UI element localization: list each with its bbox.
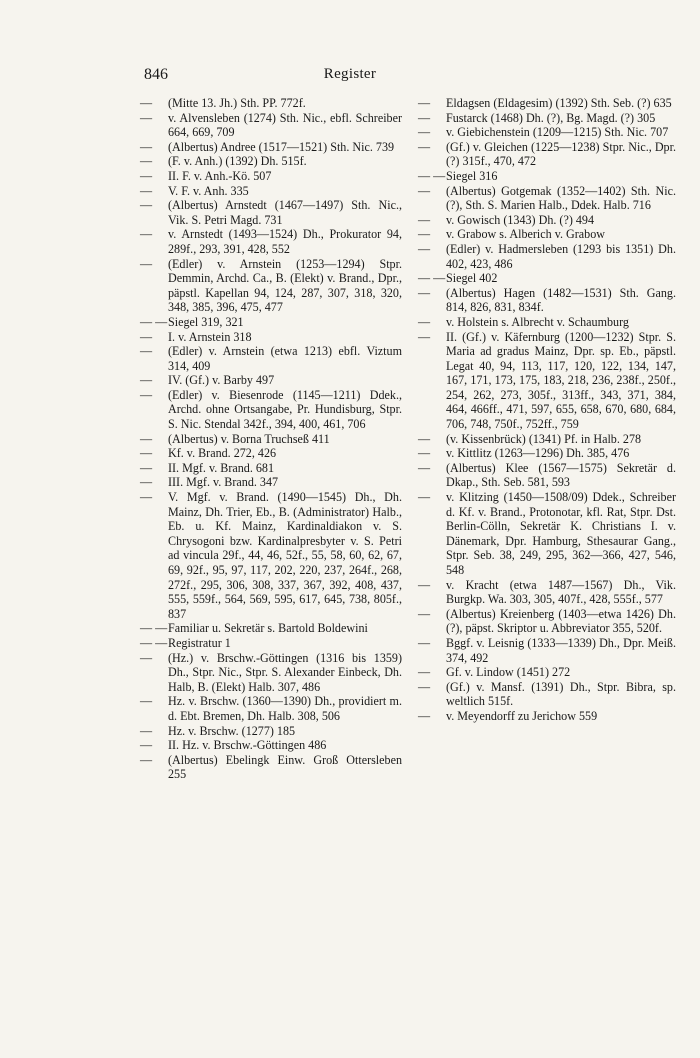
index-entry [418,607,676,636]
index-entry [140,330,402,345]
entry-dash: — [140,96,153,110]
entry-dash: — [418,110,431,125]
entry-dash: — [418,125,431,140]
index-entry [418,665,676,680]
entry-text: Siegel 319, 321 [168,314,244,329]
index-entry [140,184,402,199]
index-entry [418,709,676,724]
entry-text: v. Gowisch (1343) Dh. (?) 494 [446,212,595,227]
entry-text: II. Hz. v. Brschw.-Göttingen 486 [168,738,327,753]
entry-text: II. Mgf. v. Brand. 681 [168,460,275,475]
entry-text: (Edler) v. Biesenrode (1145—1211) Ddek., Archd. ohne Ortsangabe, Pr. Hundisburg, Stpr. S. Nic. Stendal 342f., 394, 400, 461, 706 [168,387,402,432]
entry-text: (Edler) v. Hadmersleben (1293 bis 1351) Dh. 402, 423, 486 [446,241,676,271]
index-entry [140,446,402,461]
entry-text: Hz. v. Brschw. (1360—1390) Dh., providiert m. d. Ebt. Bremen, Dh. Halb. 308, 506 [168,694,402,723]
entry-dash: — [418,708,431,723]
entry-dash: — [140,344,153,359]
entry-dash: — [140,738,153,753]
entry-text: v. Holstein s. Albrecht v. Schaumburg [446,314,629,329]
index-entry [140,227,402,256]
entry-dash: — [140,168,153,183]
entry-dash: — [140,694,153,709]
index-entry [418,315,676,330]
entry-dash: — [140,460,153,475]
entry-text: V. Mgf. v. Brand. (1490—1545) Dh., Dh. Mainz, Dh. Trier, Eb., B. (Administrator) Halb., Eb. u. Kf. Mainz, Kardinaldiakon v. S. Chrysogoni bzw. Kardinalpresbyter v. S. Petri ad vincula 29f., 44, 46, 52f., 55, 58, 60, 62, 67, 69, 92f., 95, 97, 117, 202, 220, 237, 264f., 268, 272f., 295, 306, 308, 337, 367, 392, 408, 437, 555, 559f., 564, 569, 595, 617, 645, 738, 805f., 837 [168,490,402,621]
entry-dash: — [418,446,431,461]
index-entry [140,651,402,695]
entry-dash: — [140,723,153,738]
index-entry [418,490,676,578]
index-entry [140,169,402,184]
index-entry [418,111,676,126]
entry-dash: — [140,752,153,767]
entry-dash: — [140,110,153,125]
entry-text: III. Mgf. v. Brand. 347 [168,475,279,490]
index-entry [418,432,676,447]
index-entry [140,636,402,651]
entry-text: (Albertus) Klee (1567—1575) Sekretär d. Dkap., Sth. Seb. 581, 593 [446,460,676,490]
index-entry [140,154,402,169]
entry-dash: — [418,431,431,446]
entry-dash: — [418,241,431,256]
entry-dash: — [418,460,431,475]
index-entry [418,184,676,213]
index-entry [418,242,676,271]
index-entry [418,227,676,242]
entry-dash: — — [418,168,446,183]
entry-text: (Hz.) v. Brschw.-Göttingen (1316 bis 1359) Dh., Stpr. Nic., Stpr. S. Alexander Einbeck, Dh. Halb, B. (Elekt) Halb. 307, 486 [168,650,402,694]
entry-dash: — [140,446,153,461]
entry-text: Registratur 1 [168,635,231,650]
entry-text: Siegel 402 [446,271,498,286]
entry-dash: — [418,139,431,154]
index-entry [418,680,676,709]
entry-dash: — [140,373,153,388]
index-entry [418,271,676,286]
entry-text: (Gf.) v. Mansf. (1391) Dh., Stpr. Bibra, sp. weltlich 515f. [446,679,676,709]
entry-text: (Albertus) Arnstedt (1467—1497) Sth. Nic., Vik. S. Petri Magd. 731 [168,198,402,227]
index-entry [140,724,402,739]
entry-dash: — [418,665,431,680]
entry-text: (Edler) v. Arnstein (etwa 1213) ebfl. Viztum 314, 409 [168,344,402,373]
index-entry [140,388,402,432]
index-entry [418,213,676,228]
entry-text: v. Meyendorff zu Jerichow 559 [446,708,598,723]
index-entry [418,96,676,111]
entry-dash: — [140,387,153,402]
entry-dash: — [418,329,431,344]
entry-dash: — [140,475,153,490]
index-entry [140,373,402,388]
index-entry [418,286,676,315]
entry-text: (Albertus) Ebelingk Einw. Groß Ottersleben 255 [168,752,402,782]
index-entry [140,753,402,782]
entry-dash: — — [140,635,168,650]
index-entry [140,257,402,315]
entry-text: (Albertus) v. Borna Truchseß 411 [168,431,330,446]
index-entry [140,738,402,753]
entry-dash: — [140,490,153,505]
entry-text: (Albertus) Gotgemak (1352—1402) Sth. Nic. (?), Sth. S. Marien Halb., Ddek. Halb. 716 [446,183,676,213]
left-column [140,96,402,782]
entry-text: II. (Gf.) v. Käfernburg (1200—1232) Stpr. S. Maria ad gradus Mainz, Dpr. sp. Eb., päpstl. Legat 40, 94, 113, 117, 120, 122, 134, 147, 167, 171, 173, 175, 183, 218, 236, 238f., 250f., 254, 262, 273, 305f., 313ff., 343, 371, 384, 464, 466ff., 471, 597, 655, 658, 670, 680, 684, 706, 748, 750f., 752ff., 759 [446,329,676,432]
entry-text: Gf. v. Lindow (1451) 272 [446,665,571,680]
index-entry [418,169,676,184]
index-entry [140,490,402,621]
index-entry [140,198,402,227]
index-entry [140,344,402,373]
index-entry [140,432,402,447]
entry-dash: — [140,431,153,446]
entry-text: V. F. v. Anh. 335 [168,183,249,198]
entry-dash: — [418,577,431,592]
entry-dash: — — [140,621,168,636]
entry-dash: — [418,183,431,198]
entry-dash: — [140,154,153,169]
index-entry [140,694,402,723]
index-entry [418,636,676,665]
index-entry [418,461,676,490]
index-entry [418,330,676,432]
entry-dash: — [140,650,153,665]
entry-dash: — [140,227,153,242]
index-entry [418,446,676,461]
entry-dash: — — [418,271,446,286]
entry-text: Bggf. v. Leisnig (1333—1339) Dh., Dpr. Meiß. 374, 492 [446,635,676,665]
entry-dash: — [418,490,431,505]
entry-text: (v. Kissenbrück) (1341) Pf. in Halb. 278 [446,431,642,446]
entry-dash: — [140,183,153,198]
index-entry [140,315,402,330]
entry-text: I. v. Arnstein 318 [168,329,252,344]
entry-dash: — [140,198,153,213]
entry-dash: — [140,256,153,271]
entry-dash: — [418,606,431,621]
entry-text: Hz. v. Brschw. (1277) 185 [168,723,296,738]
entry-dash: — [418,285,431,300]
entry-text: v. Klitzing (1450—1508/09) Ddek., Schreiber d. Kf. v. Brand., Protonotar, kfl. Rat, Stpr. Dst. Berlin-Cölln, Sekretär K. Christians I. v. Dänemark, Dpr. Hamburg, Sthesaurar Gang., Stpr. Seb. 38, 249, 295, 362—366, 427, 546, 548 [446,490,676,577]
index-entry [140,475,402,490]
entry-dash: — [418,314,431,329]
index-entry [418,125,676,140]
entry-text: Familiar u. Sekretär s. Bartold Boldewini [168,621,368,636]
entry-text: (Albertus) Hagen (1482—1531) Sth. Gang. 814, 826, 831, 834f. [446,285,676,315]
entry-text: Fustarck (1468) Dh. (?), Bg. Magd. (?) 305 [446,110,656,125]
entry-text: II. F. v. Anh.-Kö. 507 [168,168,272,183]
entry-dash: — — [140,314,168,329]
entry-text: IV. (Gf.) v. Barby 497 [168,373,275,388]
entry-text: v. Arnstedt (1493—1524) Dh., Prokurator 94, 289f., 293, 391, 428, 552 [168,227,402,256]
entry-dash: — [418,227,431,242]
entry-text: (Albertus) Andree (1517—1521) Sth. Nic. 739 [168,139,395,154]
running-title: Register [323,66,377,82]
index-entry [140,96,402,111]
index-entry [418,140,676,169]
entry-text: v. Kracht (etwa 1487—1567) Dh., Vik. Burgkp. Wa. 303, 305, 407f., 428, 555f., 577 [446,577,676,607]
index-entry [140,621,402,636]
index-entry [418,578,676,607]
entry-text: Eldagsen (Eldagesim) (1392) Sth. Seb. (?) 635 [446,96,672,110]
entry-dash: — [418,212,431,227]
entry-dash: — [418,679,431,694]
entry-dash: — [418,635,431,650]
index-entry [140,140,402,155]
entry-text: v. Kittlitz (1263—1296) Dh. 385, 476 [446,446,630,461]
entry-dash: — [140,329,153,344]
entry-text: (Albertus) Kreienberg (1403—etwa 1426) Dh. (?), päpst. Skriptor u. Abbreviator 355, 520f. [446,606,676,636]
index-entry [140,461,402,476]
page-number: 846 [144,66,168,83]
right-column [418,96,676,724]
entry-dash: — [418,96,431,110]
index-entry [140,111,402,140]
entry-text: v. Giebichenstein (1209—1215) Sth. Nic. 707 [446,125,669,140]
entry-text: v. Grabow s. Alberich v. Grabow [446,227,605,242]
entry-text: (Edler) v. Arnstein (1253—1294) Stpr. Demmin, Archd. Ca., B. (Elekt) v. Brand., Dpr., päpstl. Kapellan 94, 124, 287, 307, 318, 320, 348, 385, 396, 475, 477 [168,256,402,315]
entry-text: Kf. v. Brand. 272, 426 [168,446,277,461]
entry-dash: — [140,139,153,154]
entry-text: (Gf.) v. Gleichen (1225—1238) Stpr. Nic., Dpr. (?) 315f., 470, 472 [446,139,676,169]
entry-text: (F. v. Anh.) (1392) Dh. 515f. [168,154,307,169]
entry-text: v. Alvensleben (1274) Sth. Nic., ebfl. Schreiber 664, 669, 709 [168,110,402,140]
entry-text: Siegel 316 [446,168,498,183]
entry-text: (Mitte 13. Jh.) Sth. PP. 772f. [168,96,306,110]
